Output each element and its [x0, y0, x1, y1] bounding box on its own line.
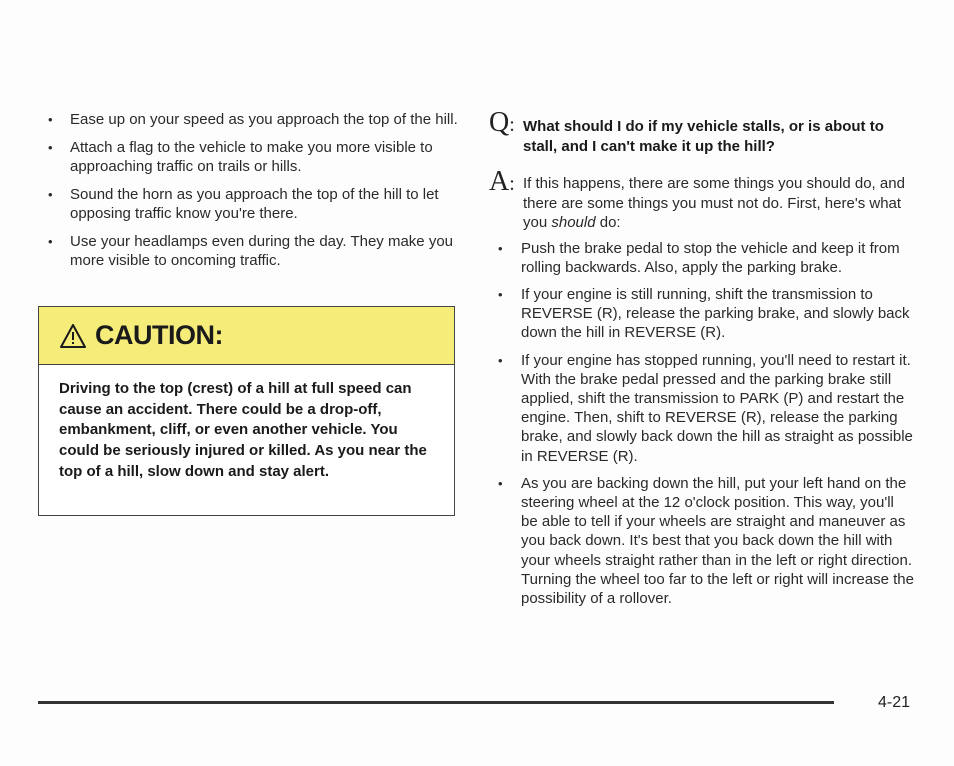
list-item-text: Sound the horn as you approach the top of the hill to let opposing traffic know you're there. [70, 185, 439, 222]
right-column [489, 107, 914, 616]
bullet-icon: • [48, 233, 53, 249]
list-item [40, 110, 460, 130]
caution-header [39, 307, 454, 365]
bullet-icon: • [498, 240, 503, 256]
left-column [40, 110, 460, 279]
answer-marker: A: [489, 166, 515, 197]
bullet-icon: • [48, 139, 53, 155]
question-text: What should I do if my vehicle stalls, or is about to stall, and I can't make it up the hill? [523, 118, 884, 155]
caution-box [38, 306, 455, 516]
list-item [40, 232, 460, 271]
footer-rule [38, 701, 834, 704]
list-item [40, 185, 460, 224]
answer-intro: If this happens, there are some things you should do, and there are some things you must not do. First, here's what you [523, 175, 905, 231]
bullet-icon: • [498, 475, 503, 491]
list-item-text: As you are backing down the hill, put your left hand on the steering wheel at the 12 o'clock position. This way, you'll be able to tell if your wheels are straight and maneuver as you back down. It's best that you back down the hill with your wheels straight rather than in the left or right direction. Turning the wheel too far to the left or right will increase the possibility of a rollover. [521, 474, 914, 607]
caution-text: Driving to the top (crest) of a hill at full speed can cause an accident. There could be a drop-off, embankment, cliff, or even another vehicle. You could be seriously injured or killed. As you near the top of a hill, slow down and stay alert. [59, 380, 427, 480]
question-block [489, 107, 914, 156]
bullet-icon: • [48, 186, 53, 202]
list-item-text: Ease up on your speed as you approach the top of the hill. [70, 111, 458, 128]
answer-text [523, 169, 914, 233]
list-item-text: If your engine has stopped running, you'll need to restart it. With the brake pedal pressed and the parking brake still applied, shift the transmission to PARK (P) and restart the engine. Then, shift to REVERSE (R), release the parking brake, and slowly back down the hill as straight as possible in REVERSE (R). [521, 351, 913, 465]
stall-steps-list [489, 239, 914, 609]
answer-block [489, 166, 914, 233]
bullet-icon: • [48, 112, 53, 127]
page-number: 4-21 [878, 694, 911, 711]
list-item [489, 285, 914, 343]
answer-outro: do: [595, 214, 621, 231]
list-item [489, 351, 914, 466]
bullet-icon: • [498, 286, 503, 302]
list-item [40, 138, 460, 177]
list-item-text: If your engine is still running, shift the transmission to REVERSE (R), release the parking brake, and slowly back down the hill in REVERSE (R). [521, 285, 910, 342]
list-item-text: Push the brake pedal to stop the vehicle and keep it from rolling backwards. Also, apply the parking brake. [521, 239, 900, 276]
hill-tips-list [40, 110, 460, 271]
caution-title: CAUTION: [95, 320, 223, 350]
answer-letter: A [489, 166, 510, 197]
list-item [489, 474, 914, 608]
list-item-text: Use your headlamps even during the day. They make you more visible to oncoming traffic. [70, 232, 453, 269]
question-letter: Q [489, 107, 510, 138]
answer-emphasis: should [551, 214, 596, 231]
list-item-text: Attach a flag to the vehicle to make you more visible to approaching traffic on trails or hills. [70, 138, 433, 175]
question-marker: Q: [489, 107, 515, 138]
warning-triangle-icon [59, 323, 87, 349]
bullet-icon: • [498, 352, 503, 368]
list-item [489, 239, 914, 277]
